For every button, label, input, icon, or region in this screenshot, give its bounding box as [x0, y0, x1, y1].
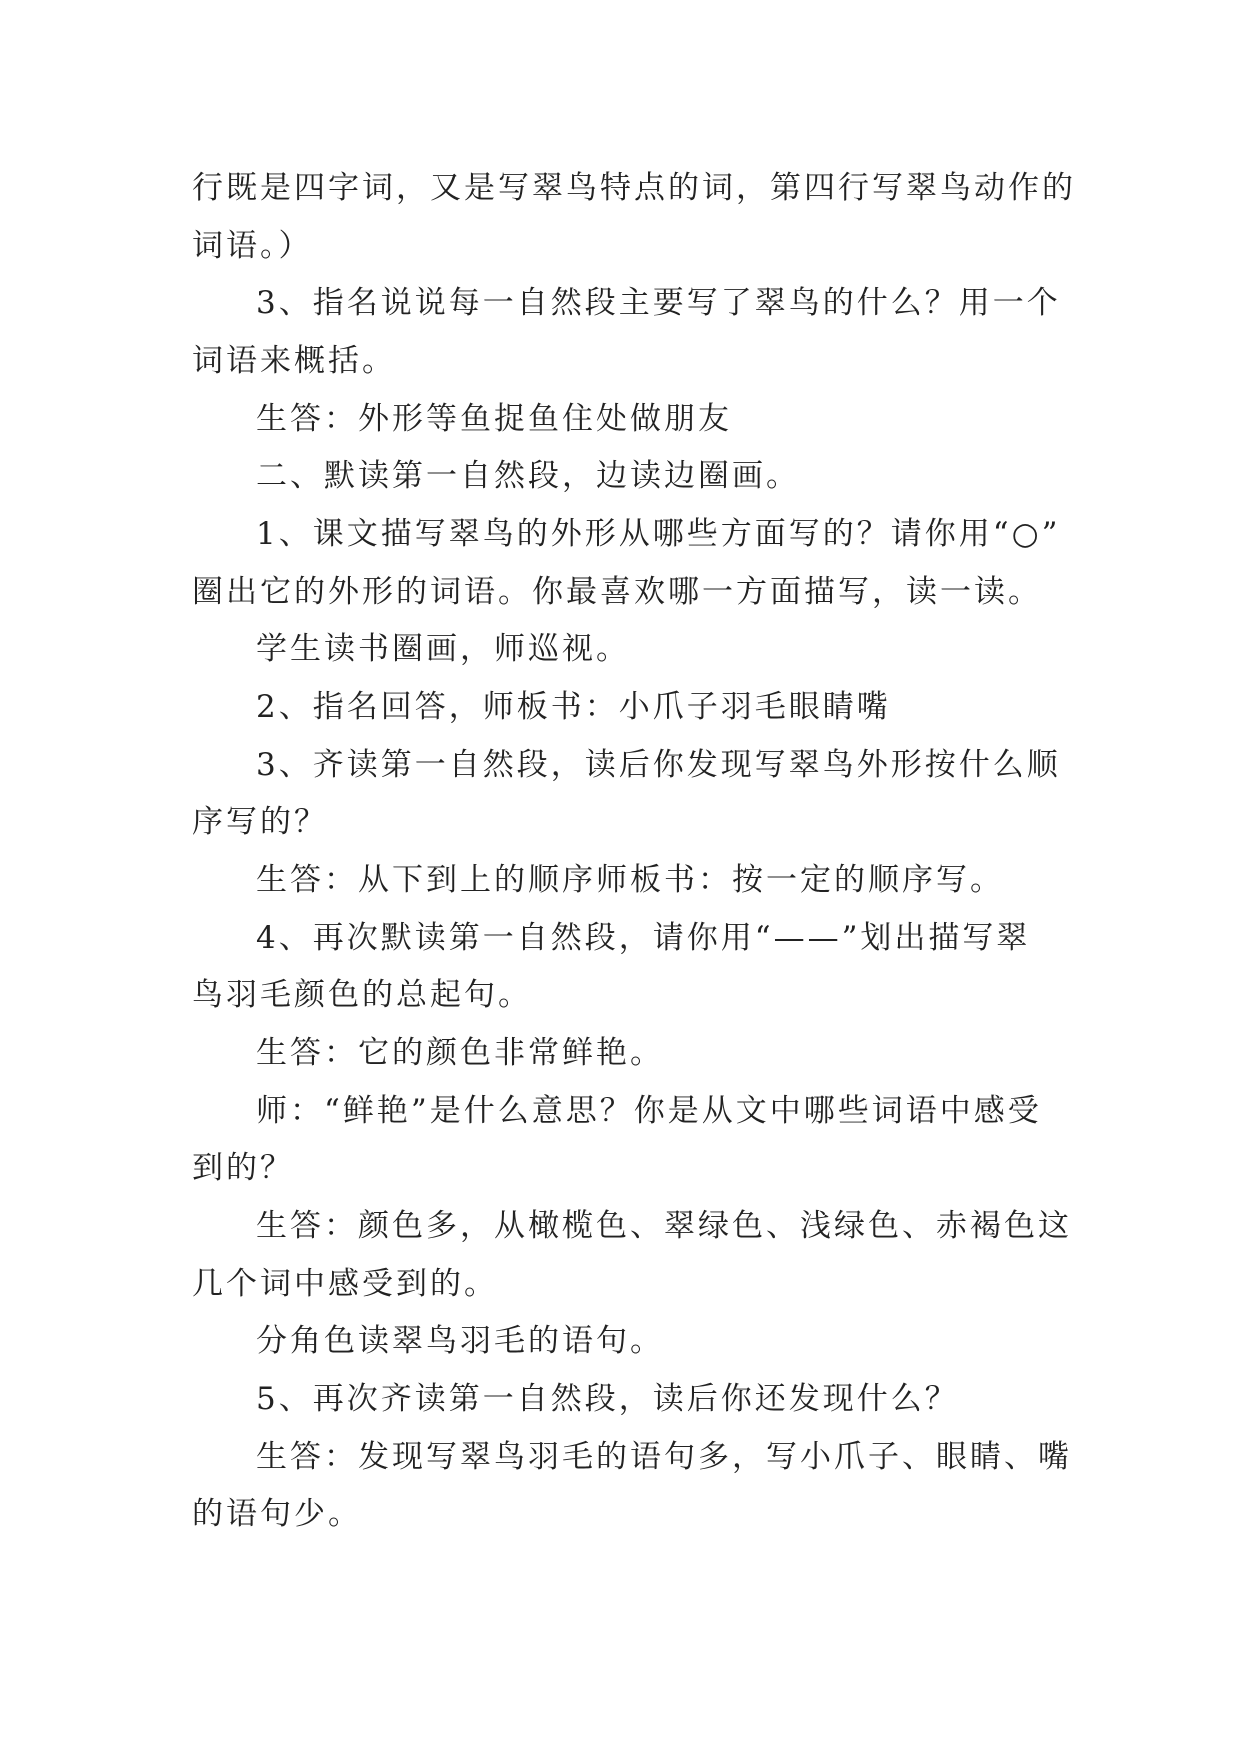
text-line: 生答：从下到上的顺序师板书：按一定的顺序写。 [256, 862, 1004, 898]
text-line: 分角色读翠鸟羽毛的语句。 [256, 1323, 664, 1359]
text-line: 2、指名回答，师板书：小爪子羽毛眼睛嘴 [256, 689, 891, 725]
text-line: 生答：颜色多，从橄榄色、翠绿色、浅绿色、赤褐色这 [256, 1208, 1072, 1244]
text-line: 二、默读第一自然段，边读边圈画。 [256, 458, 800, 494]
text-line: 3、齐读第一自然段，读后你发现写翠鸟外形按什么顺 [256, 747, 1061, 783]
text-line: 到的？ [192, 1150, 294, 1186]
text-line: 行既是四字词，又是写翠鸟特点的词，第四行写翠鸟动作的 [192, 170, 1076, 206]
text-line: 4、再次默读第一自然段，请你用“——”划出描写翠 [256, 920, 1031, 956]
text-line: 学生读书圈画，师巡视。 [256, 631, 630, 667]
text-line: 5、再次齐读第一自然段，读后你还发现什么？ [256, 1381, 959, 1417]
text-line: 词语来概括。 [192, 343, 396, 379]
text-line: 3、指名说说每一自然段主要写了翠鸟的什么？用一个 [256, 285, 1061, 321]
text-line: 的语句少。 [192, 1496, 362, 1532]
text-line: 序写的？ [192, 804, 328, 840]
text-line: 鸟羽毛颜色的总起句。 [192, 977, 532, 1013]
text-line: 1、课文描写翠鸟的外形从哪些方面写的？请你用“○” [256, 516, 1061, 552]
text-line: 生答：外形等鱼捉鱼住处做朋友 [256, 401, 732, 437]
text-line: 师：“鲜艳”是什么意思？你是从文中哪些词语中感受 [256, 1093, 1042, 1129]
text-line: 生答：发现写翠鸟羽毛的语句多，写小爪子、眼睛、嘴 [256, 1439, 1072, 1475]
text-line: 圈出它的外形的词语。你最喜欢哪一方面描写，读一读。 [192, 574, 1042, 610]
text-line: 几个词中感受到的。 [192, 1266, 498, 1302]
text-line: 生答：它的颜色非常鲜艳。 [256, 1035, 664, 1071]
text-line: 词语。） [192, 228, 313, 264]
